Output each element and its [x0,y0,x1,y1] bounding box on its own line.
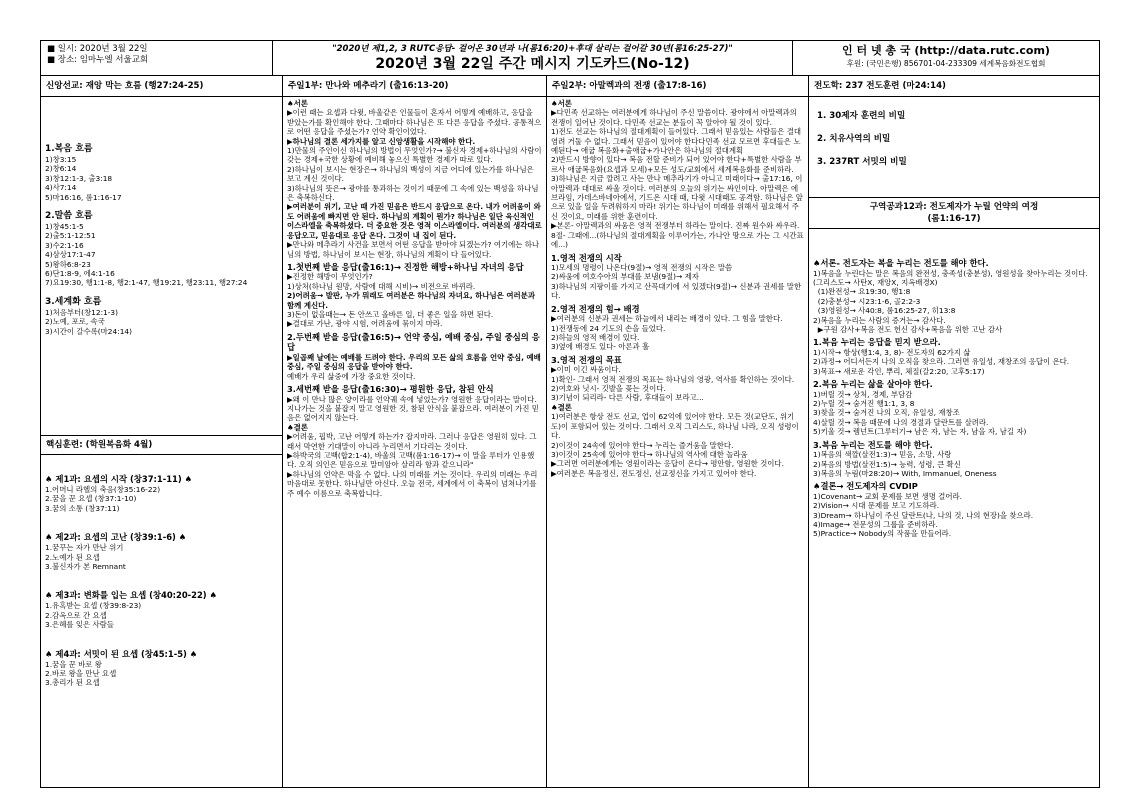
sermon-line: ▶본론- 아말렉과의 싸움은 영적 전쟁부터 하라는 말이다. 진짜 원수와 싸우라. 8절- 그때에...(하나님의 절대계획을 이루어가는, 가나안 땅으로 가는 그 시간표에...) [551,221,804,250]
column-title: 주일1부: 만나와 메추라기 (출16:13-20) [283,75,546,97]
sermon-line: 2)하나님이 보시는 현장은→ 하나님의 백성이 지금 어디에 있는가를 하나님은 보고 계신 것이다. [287,164,537,184]
column-faith [41,75,283,787]
lesson-title: ♠ 제1과: 요셉의 시작 (창37:1-11) ♠ [45,474,193,484]
date-place-cell [41,41,273,75]
lesson-line: 2.복음 누리는 삶을 살아야 한다. [813,379,933,390]
lesson-line: 1)버릴 것→ 상처, 경제, 부담감 [813,389,913,399]
lesson-line: (2)충분성→ 시23:1-6, 골2:2-3 [813,296,921,306]
lesson-line: 2.꿈을 꾼 요셉 (창37:1-10) [45,494,137,504]
spacer [45,513,278,531]
sermon-line: 3)돈이 없을때는→ 돈 안쓰고 올바른 일, 더 좋은 일을 하면 된다. [287,310,494,320]
lesson-line: ▶구원 감사+복음 전도 헌신 감사+복음을 위한 고난 감사 [813,324,1003,334]
sermon-line: ▶여러분의 신분과 권세는 하늘에서 내리는 배경이 있다. 그 힘을 말한다. [551,314,783,324]
sermon-line: 예배가 우리 삶중에 가장 중요한 것이다. [287,371,416,381]
section-line: 3)시간이 갈수록(마24:14) [45,326,132,336]
sermon-line: ♠결론 [551,402,572,412]
evangelism-item: 3. 237RT 서밋의 비밀 [817,157,907,167]
title-cell [273,41,793,75]
lesson-line: (3)영원성→ 사40:8, 롬16:25-27, 히13:8 [813,306,956,316]
lesson-box [809,197,1099,541]
place-text: ■ 장소: 임마누엘 서울교회 [47,55,149,65]
sermon-line: 3.세번째 받을 응답(출16:30)→ 평원한 응답, 참된 안식 [287,384,494,395]
lesson-line: 3)Dream→ 하나님이 주신 달란트(나, 나의 것, 나의 현장)을 찾으라. [813,510,1034,520]
lesson-line: 1)시작→ 항상(행1:4, 3, 8)- 전도자의 62가지 삶 [813,347,971,357]
date-text: ■ 일시: 2020년 3월 22일 [47,44,148,54]
sermon-1-body [283,97,546,500]
column-title: 전도학: 237 전도훈련 (마24:14) [809,75,1099,97]
sermon-line: ▶하나님의 결론 세가지를 알고 신앙생활을 시작해야 한다. [287,136,476,146]
sermon-line: 1)상처(하나님 원망, 사람에 대해 시비)→ 비전으로 바뀌라. [287,281,476,291]
lesson-line: 3.복음 누리는 전도를 해야 한다. [813,439,933,450]
lesson-line: 1.꿈꾸는 자가 만난 위기 [45,543,124,553]
lesson-line: 3)찾을 것→ 숨겨진 나의 오직, 유일성, 재창조 [813,408,960,418]
lesson-line: 3.불신자가 본 Remnant [45,562,126,572]
column-sermon-1 [283,75,547,787]
evangelism-item: 2. 치유사역의 비밀 [817,134,891,144]
spacer [45,630,278,648]
sermon-line: ♠서론 [287,99,308,108]
lesson-line: 3.총리가 된 요셉 [45,678,100,688]
lesson-title: ♠ 제3과: 변화를 입는 요셉 (창40:20-22) ♠ [45,590,218,601]
spacer [45,571,278,589]
lesson-title: ♠ 제2과: 요셉의 고난 (창39:1-6) ♠ [45,532,187,543]
section-line: 1)처음부터(창12:1-3) [45,307,119,317]
sermon-line: ▶진정한 해방이 무엇인가? [287,272,373,282]
sermon-line: ▶하나님의 언약은 막을 수 없다. 나의 미래를 거는 것이다. 우리의 미래는 우리 마음대로 못한다. 하나님만 아신다. 오늘 전국, 세계에서 이 축복이 넘쳐나기를 주 예수 이름으로 축복합니다. [287,469,540,498]
card-title: 2020년 3월 22일 주간 메시지 기도카드(No-12) [375,56,690,72]
section-line: 1)창3:15 [45,155,77,164]
sermon-line: ▶여러분이 위기, 고난 때 가진 믿음은 반드시 응답으로 온다. 내가 어려움이 와도 어려움에 빠지면 안 된다. 하나님의 계획이 뭔가? 하나님은 일단 육신적인 이스라엘을 축복하셨다. 더 중요한 것은 영적 이스라엘이다. 여러분의 생각대로 응답오고, 믿음대로 응답 온다. 그것이 내 집이 된다. [287,202,545,240]
training-title: 핵심훈련: (학원복음화 4월) [41,436,282,455]
lesson-line: 3.은혜를 잊은 사람들 [45,620,114,630]
card-header [41,41,1099,76]
section-line: 7)요19:30, 행1:1-8, 행2:1-47, 행19:21, 행23:11, 행27:24 [45,278,248,288]
sermon-line: 1)모세의 명령이 나온다(9절)→ 영적 전쟁의 시작은 말씀 [551,263,733,272]
column-title: 주일2부: 아말렉과의 전쟁 (출17:8-16) [547,75,808,97]
sermon-line: 2)여호와 닛시- 깃발을 꽂는 것이다. [551,384,666,394]
evangelism-item: 1. 30제자 훈련의 비밀 [817,111,906,121]
lesson-line: 2)누릴 것→ 숨겨진 행1:1, 3, 8 [813,398,915,408]
spacer [45,288,278,296]
sermon-line: 2)어려움→ 발판, 누가 뭐래도 여러분은 하나님의 자녀요, 하나님은 여러분과 함께 계신다. [287,291,538,310]
lesson-line: 2.바로 왕을 만난 요셉 [45,669,117,679]
lesson-line: 3.꿈의 소통 (창37:11) [45,503,120,513]
lesson-title: 구역공과12과: 전도제자가 누릴 언약의 여정 [869,202,1039,212]
sermon-2-body [547,97,808,480]
lesson-line: 2.감옥으로 간 요셉 [45,610,107,620]
section-heading: 1.복음 흐름 [45,144,93,154]
sermon-line: 3)이것이 25속에 있어야 한다→ 하나님의 역사에 대한 놀라움 [551,449,748,459]
section-line: 2)창6:14 [45,164,77,174]
sermon-line: 3.영적 전쟁의 목표 [551,354,622,365]
sermon-line: ▶일곱째 날에는 예배를 드려야 한다. 우리의 모든 삶의 흐름을 언약 중심, 예배 중심, 주일 중심의 응답을 받아야 한다. [287,352,544,372]
sermon-line: ▶만나와 메추라기 사건을 보면서 어떤 응답을 받아야 되겠는가? 여기에는 하나님의 방법, 하나님이 보시는 현장, 하나님의 계획이 다 들어있다. [287,240,540,259]
training-lessons [41,455,282,690]
lesson-line: 2)과정→ 어디서든지 나의 오직을 찾으라. 그러면 유일성, 재창조의 응답이 온다. [813,357,1070,367]
section-line: 3)창12:1-3, 출3:18 [45,173,113,183]
sermon-line: ▶여러분은 복음정신, 전도정신, 선교정신을 가지고 있어야 한다. [551,468,757,478]
lesson-line: 1.어머니 라헬의 축음(창35:16-22) [45,485,161,494]
sermon-line: 1.영적 전쟁의 시작 [551,252,622,263]
site-cell [793,41,1099,75]
section-line: 4)사7:14 [45,183,77,193]
lesson-heading [809,198,1099,229]
prayer-card [40,40,1100,788]
sermon-line: 2.두번째 받을 응답(출16:5)→ 언약 중심, 예배 중심, 주일 중심의 응답 [287,331,540,353]
lesson-body [809,229,1099,541]
section-line: 5)마16:16, 롬1:16-17 [45,192,122,202]
sermon-line: ▶다민족 선교하는 여러분에게 하나님이 주신 말씀이다. 광야에서 아말렉과의 전쟁이 일어난 것이다. 다민족 선교는 분들이 꼭 알아야 될 것이 있다. [551,108,800,127]
lesson-line: (1)완전성→ 요19:30, 행1:8 [813,287,911,297]
lesson-line: 2)복음의 방법(살전1:5)→ 능력, 성령, 큰 확신 [813,459,961,469]
card-columns [41,75,1099,787]
lesson-line: 2)Vision→ 시대 문제를 보고 기도하라. [813,501,940,511]
sermon-line: 3)하나님은 지금 깔려고 사는 만나 메추라기가 아니고 미래이다→ 출17:16, 이 아말렉과 대대로 싸울 것이다. 여러분의 오늘의 위기는 싸인이다. 아말렉은 에브라임, 가데스바네아에서, 기드온 시대 때, 다윗 시대때도 공격함. 하나님은 앞으로 있을 일을 두려워하지 마라! 위기는 하나님이 미래를 위해서 필요해서 주신 것이요, 미래를 위한 훈련이다. [551,174,805,221]
lesson-line: 5)키울 것→ 렘넌트(그루터기→ 남은 자, 남는 자, 남을 자, 남길 자) [813,427,1027,437]
card-subtitle: "2020년 제1,2, 3 RUTC응답- 걸어온 30년과 나(롬16:20)+후대 살리는 걸어갈 30년(롬16:25-27)" [332,44,733,54]
sermon-line: 2)이것이 24속에 있어야 한다→ 누리는 즐거움을 말한다. [551,440,734,450]
sermon-line: ▶결대로 가난, 광야 시험, 어려움에 묶이지 마라. [287,319,443,329]
sermon-line: 1)여러분은 항상 전도 선교, 업이 62억에 있어야 한다. 모든 것(교단도, 위기도)이 포함되어 있는 것이다. 그래서 오직 그리스도, 하나님 나라, 오직 성령이다. [551,412,799,441]
sermon-line: ▶이미 이긴 싸움이다. [551,365,621,375]
sermon-line: ♠결론 [287,422,308,432]
column-title: 신앙선교: 재앙 막는 흐름 (행27:24-25) [41,75,282,97]
section-line: 2)노예, 포로, 속국 [45,317,105,327]
sermon-line: ▶어려움, 핍박, 고난 어떻게 하는가? 잡지마라. 그러나 응답은 영원히 있다. 그래서 막연한 기대말이 아니라 누리면서 기다리는 것이다. [287,432,537,451]
section-line: 6)단1:8-9, 에4:1-16 [45,269,115,279]
sermon-line: 1.첫번째 받을 응답(출16:1)→ 진정한 해방+하나님 자녀의 응답 [287,261,524,272]
sermon-line: ♠서론 [551,99,572,108]
sermon-line: 2)하늘의 영적 배경이 있다. [551,332,640,342]
sermon-line: 3)하나님의 뜻은→ 광야를 통과하는 것이기 때문에 그 속에 있는 백성을 하나님은 축복하신다. [287,183,539,203]
site-text[interactable]: 인 터 넷 총 국 (http://data.rutc.com) [842,44,1050,57]
section-line: 1)창45:1-5 [45,222,84,232]
sermon-line: ▶왜 이 만나 많은 양이라를 언약궤 속에 넣었는가? 영원한 응답이라는 말이다. 지나가는 것을 붙잡지 말고 영원한 것, 참된 안식을 붙잡으라. 여러분이 가진 믿음은 없어지지 않는다. [287,394,539,423]
section-heading: 2.말씀 흐름 [45,211,93,222]
lesson-line: 1)복음의 색깔(살전1:3)→ 믿음, 소망, 사랑 [813,450,952,460]
sermon-line: 1)전도 선교는 하나님의 절대계획이 들어있다. 그래서 믿음있는 사람들은 결대 염려 거둘 수 없다. 그래서 믿음이 있어야 한다다민족 선교 모르면 후대들은 노예된다→ 애굽 복음화+출애굽+가나안은 하나님의 절대계획 [551,127,804,156]
sermon-line: 2)반드시 방향이 있다→ 복음 전할 준비가 되어 있어야 한다+특별한 사람을 부르사 애굽복음화(요셉과 모세)+모든 성도/교회에서 세계복음화를 준비하라. [551,155,802,174]
lesson-line: 5)Practice→ Nobody의 작품을 만들어라. [813,529,952,539]
faith-sections [41,97,282,437]
sermon-line: 2)싸움에 여호수아의 부대를 보냄(9절)→ 제자 [551,272,699,282]
sermon-line: 1)전쟁동에 24 기도의 손을 들었다. [551,323,666,333]
lesson-line: 1)Covenant→ 교회 문제를 보면 생명 걸어라. [813,491,962,501]
section-line: 2)출5:1-12:51 [45,231,96,241]
lesson-line: 1.꿈을 꾼 바로 왕 [45,659,102,669]
lesson-line: 1.복음 누리는 응답을 믿지 받으라. [813,337,941,348]
lesson-line: 3)목표→ 새로운 각인, 뿌리, 체질(갈2:20, 고후5:17) [813,366,985,376]
lesson-line: ♠결론→ 전도제자의 CVDIP [813,481,918,492]
lesson-line: ♠서론- 전도자는 복을 누리는 전도를 해야 한다. [813,258,989,268]
lesson-line: 1.유혹받는 요셉 (창39:8-23) [45,601,142,611]
sermon-line: ▶그러면 여러분에게는 영원이라는 응답이 온다→ 평안함, 영원한 것이다. [551,459,784,469]
sermon-line: ▶하박국의 고백(합2:1-4), 바울의 고백(롬1:16-17)→ 이 말을 루터가 인용했다. 오직 의인은 믿음으로 말미암아 살리라 함과 같으니라" [287,451,535,470]
evangelism-items [809,97,1099,197]
sermon-line: 3)기념이 되리라- 다른 사람, 후대들이 보라고... [551,393,704,403]
training-box [41,435,282,690]
lesson-line: 2.노예가 된 요셉 [45,552,100,562]
spacer [45,202,278,210]
sermon-line: 1)만물의 주인이신 하나님의 방법이 무엇인가?→ 불신자 경제+하나님의 사람이 갖는 경제+국한 상황에 예비해 놓으신 특별한 경제가 따로 있다. [287,146,544,165]
lesson-line: 4)Image→ 전문성의 그룹을 준비하라. [813,520,938,530]
lesson-reference: (롬1:16-17) [927,214,981,224]
sermon-line: 3)하나님의 지팡이를 가지고 산꼭대기에 서 있겠다(9절)→ 신분과 권세를 말한다. [551,281,802,301]
sermon-line: 3)옆에 배경도 있다- 아론과 훌 [551,342,650,352]
sermon-line: 2.영적 전쟁의 힘→ 배경 [551,303,640,314]
lesson-title: ♠ 제4과: 서밋이 된 요셉 (창45:1-5) ♠ [45,648,198,659]
section-line: 5)왕하6:8-23 [45,259,91,269]
section-heading: 3.세계화 흐름 [45,296,102,307]
sponsor-text: 후원: (국민은행) 856701-04-233309 세계복음화전도협회 [846,59,1046,68]
lesson-line: 4)살릴 것→ 복음 때문에 나의 경절과 달란트를 살려라. [813,417,989,427]
lesson-line: 1)복음을 누린다는 말은 복음의 완전성, 충족성(충분성), 영원성을 찾아누리는 것이다.(그리스도→ 사탄X, 재앙X, 지옥배경X) [813,268,1088,287]
sermon-line: 1)확인- 그래서 영적 전쟁의 목표는 하나님의 영광, 역사를 확인하는 것이다. [551,374,795,384]
column-sermon-2 [547,75,809,787]
section-line: 3)수2:1-16 [45,240,84,250]
lesson-line: 3)복음의 누림(마28:20)→ With, Immanuel, Oneness [813,468,997,478]
column-evangelism [809,75,1099,787]
lesson-line: 2)복음을 누리는 사람의 증거는→ 감사다. [813,315,946,325]
sermon-line: ▶이런 때는 요셉과 다윗, 바울같은 인물들이 혼자서 어떻게 예배하고, 응답을 받았는가를 확인해야 한다. 그때마다 하나님은 또 다른 응답을 주셨다. 공통적으로 어떤 응답을 주셨는가? 언약 확인이었다. [287,108,542,137]
section-line: 4)삼상17:1-47 [45,250,96,260]
